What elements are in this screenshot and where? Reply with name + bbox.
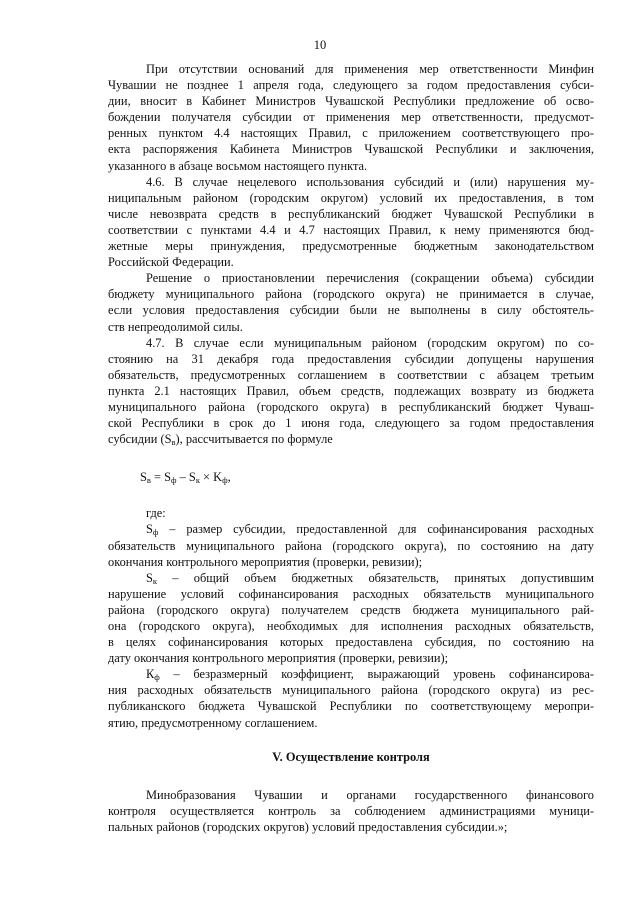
text-line: ятию, предусмотренному соглашением. <box>108 715 318 730</box>
text-line: нарушение условий софинансирования расходных обязательств муниципального <box>108 586 594 601</box>
text-line: дии, вносит в Кабинет Министров Чувашской Республики предложение об осво- <box>108 94 594 109</box>
text-line: если условия предоставления субсидии были не выполнены в силу обстоятель- <box>108 303 594 318</box>
text-line: контроля осуществляется контроль за соблюдением администрациями муници- <box>108 803 594 818</box>
definition-line: $S_ф$ – размер субсидии, предоставленной для софинансирования расходных <box>146 522 594 538</box>
text-line: бождении получателя субсидии от применения мер ответственности, предусмот- <box>108 110 594 125</box>
text-line: ской Республики в срок до 1 июня года, следующего за годом предоставления <box>108 416 594 431</box>
text-line: жетные меры принуждения, предусмотренные бюджетным законодательством <box>108 239 594 254</box>
definition-line: $S_к$ – общий объем бюджетных обязательств, принятых допустившим <box>146 570 594 586</box>
text-line: района (городского округа) получателем средств бюджета муниципального рай- <box>108 602 594 617</box>
text-line: При отсутствии оснований для применения мер ответственности Минфин <box>146 62 594 76</box>
text-line: ств непреодолимой силы. <box>108 319 243 334</box>
text-line: муниципального района (городского округа) в республиканский бюджет Чуваш- <box>108 399 594 414</box>
text-line: ренных пунктом 4.4 настоящих Правил, с приложением соответствующего про- <box>108 126 594 141</box>
text-line: обязательств, предусмотренных соглашением в соответствии с абзацем третьим <box>108 367 594 382</box>
text-line: стоянию на 31 декабря года предоставления субсидии допущены нарушения <box>108 351 594 366</box>
section-heading: V. Осуществление контроля <box>272 749 430 764</box>
where-label: где: <box>146 506 166 521</box>
text-line: пальных районов (городских округов) условий предоставления субсидии.»; <box>108 819 508 834</box>
text-line: Российской Федерации. <box>108 255 234 270</box>
page-number: 10 <box>313 38 327 52</box>
text-line: числе невозврата средств в республиканский бюджет Чувашской Республики в <box>108 206 594 221</box>
text-line: публиканского бюджета Чувашской Республики по соответствующему меропри- <box>108 699 594 714</box>
text-line: екта распоряжения Кабинета Министров Чувашской Республики и заключения, <box>108 142 594 157</box>
text-line: бюджету муниципального района (городского округа) не принимается в случае, <box>108 287 594 302</box>
text-line: в целях софинансирования которых предоставлена субсидия, по состоянию на <box>108 635 594 650</box>
formula: $S_в = S_ф - S_к \times K_ф$, <box>140 470 231 486</box>
document-body <box>108 61 594 835</box>
text-line: дату окончания контрольного мероприятия (проверки, ревизии); <box>108 651 449 666</box>
text-line: обязательств муниципального района (городского округа), по состоянию на дату <box>108 538 594 553</box>
text-line: соответствии с пунктами 4.4 и 4.7 настоящих Правил, к нему применяются бюд- <box>108 222 594 237</box>
text-line: 4.7. В случае если муниципальным районом (городским округом) по со- <box>146 335 594 350</box>
text-line: 4.6. В случае нецелевого использования субсидий и (или) нарушения му- <box>146 174 594 189</box>
text-line: ниципальным районом (городским округом) условий их предоставления, в том <box>108 190 594 205</box>
text-line: Чувашии не позднее 1 апреля года, следующего за годом предоставления субси- <box>108 78 594 93</box>
definition-line: $К_ф$ – безразмерный коэффициент, выражающий уровень софинансирова- <box>146 667 594 683</box>
text-line: ния расходных обязательств муниципального района (городского округа) из рес- <box>108 683 594 698</box>
text-line: Решение о приостановлении перечисления (сокращении объема) субсидии <box>146 271 594 286</box>
text-line: она (городского округа), необходимых для исполнения расходных обязательств, <box>108 619 594 633</box>
text-line: окончания контрольного мероприятия (проверки, ревизии); <box>108 554 423 569</box>
text-line: Минобразования Чувашии и органами государственного финансового <box>146 787 594 802</box>
text-line: субсидии $(S_в)$, рассчитывается по формуле <box>108 432 333 448</box>
text-line: указанного в абзаце восьмом настоящего пункта. <box>108 158 368 173</box>
text-line: пункта 2.1 настоящих Правил, объем средств, подлежащих возврату из бюджета <box>108 383 594 398</box>
